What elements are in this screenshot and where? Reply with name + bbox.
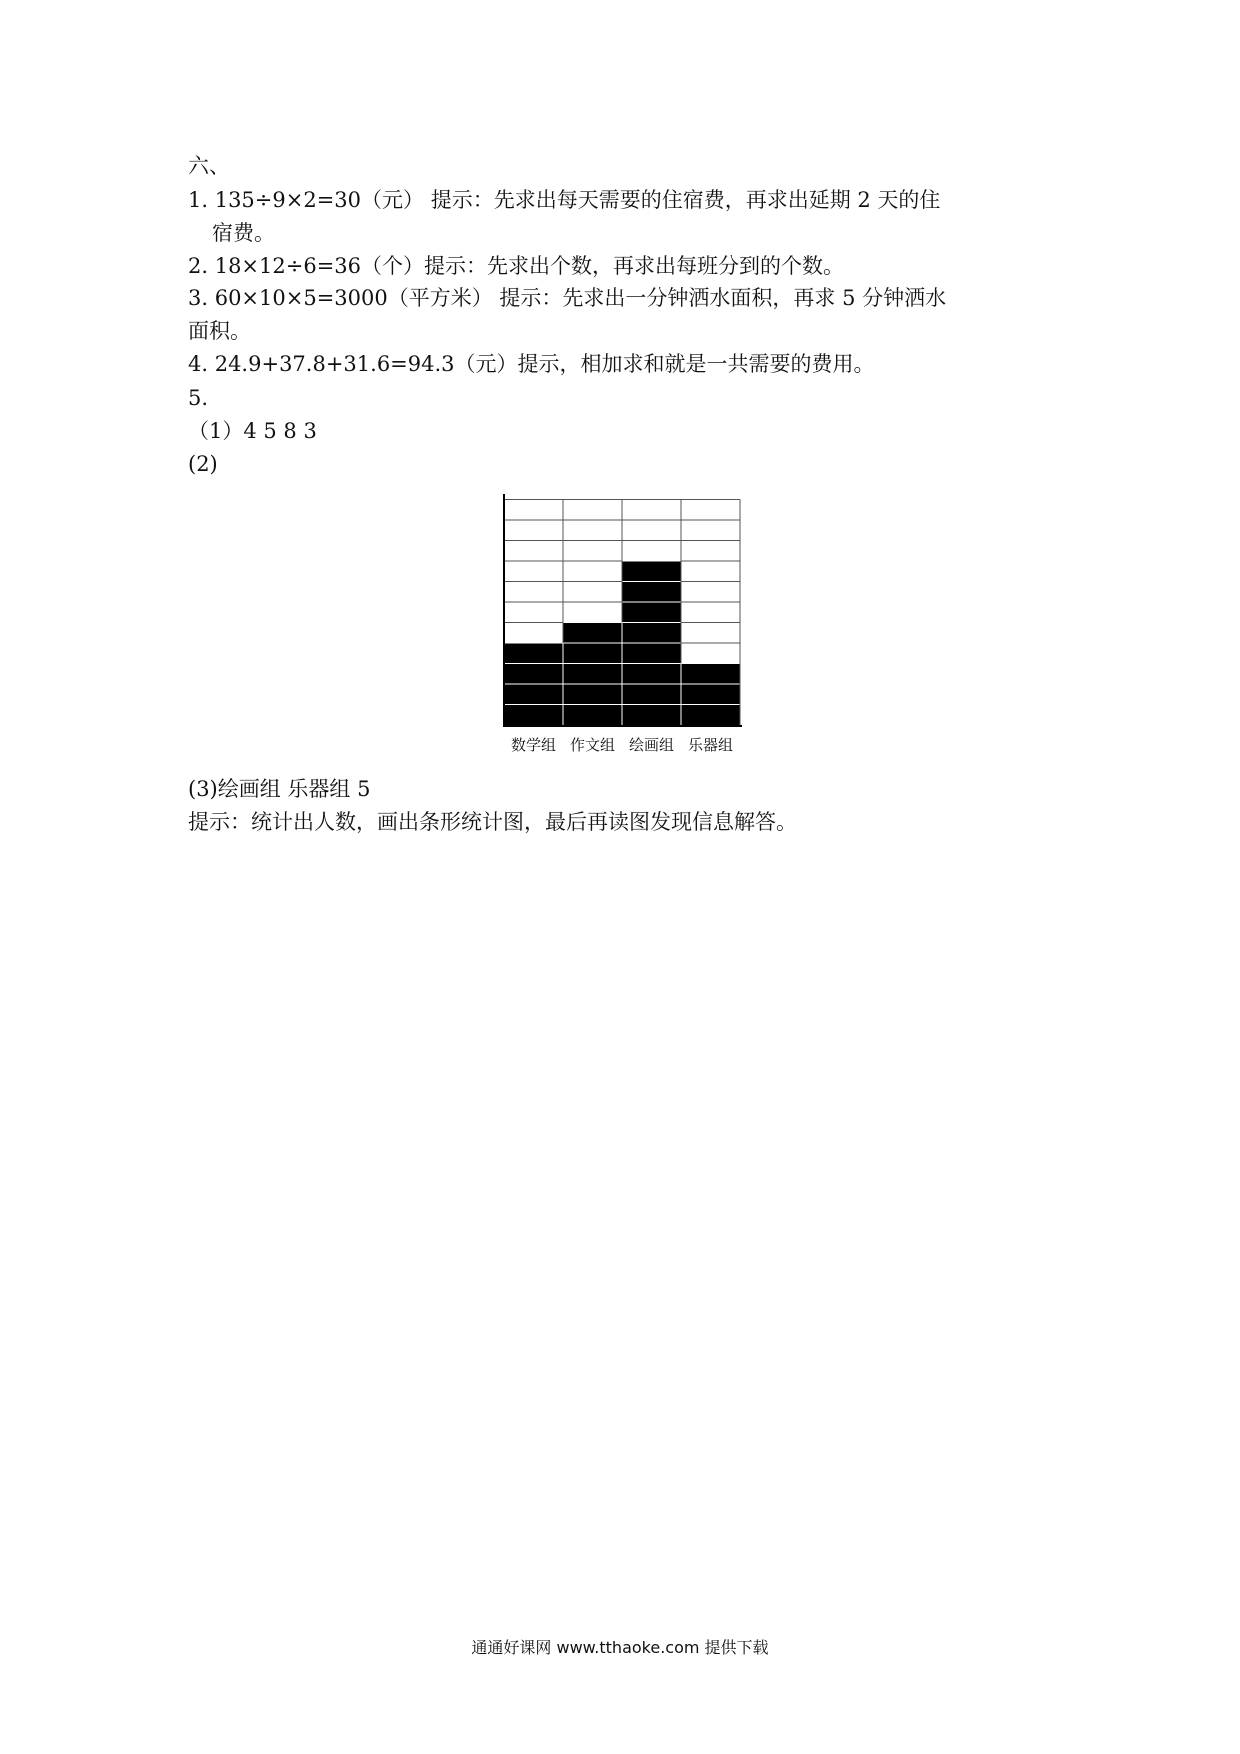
answer-4: 4. 24.9+37.8+31.6=94.3（元）提示，相加求和就是一共需要的费用。 xyxy=(188,352,875,376)
bar-1 xyxy=(563,623,622,726)
answer-1-line-1: 1. 135÷9×2=30（元） 提示：先求出每天需要的住宿费，再求出延期 2 天的住 xyxy=(188,188,941,212)
answer-3-line-1: 3. 60×10×5=3000（平方米） 提示：先求出一分钟洒水面积，再求 5 分钟洒水 xyxy=(188,286,947,310)
footer-text: 通通好课网 www.tthaoke.com 提供下载 xyxy=(471,1638,769,1657)
answer-2: 2. 18×12÷6=36（个）提示：先求出个数，再求出每班分到的个数。 xyxy=(188,254,845,278)
section-heading: 六、 xyxy=(188,154,230,178)
answer-5-part-1: （1）4 5 8 3 xyxy=(188,419,317,443)
answer-5-part-2: (2) xyxy=(188,452,218,476)
bar-chart xyxy=(496,492,756,757)
answer-3-line-2: 面积。 xyxy=(188,319,251,343)
bar-3 xyxy=(681,664,740,726)
hint-text: 提示：统计出人数，画出条形统计图，最后再读图发现信息解答。 xyxy=(188,810,797,834)
answer-5-label: 5. xyxy=(188,386,209,410)
answer-1-line-2: 宿费。 xyxy=(212,221,275,245)
x-tick-label: 数学组 xyxy=(510,736,557,754)
answer-5-part-3: (3)绘画组 乐器组 5 xyxy=(188,777,371,801)
x-tick-label: 乐器组 xyxy=(687,736,734,754)
x-tick-label: 绘画组 xyxy=(628,736,675,754)
x-tick-label: 作文组 xyxy=(569,736,616,754)
